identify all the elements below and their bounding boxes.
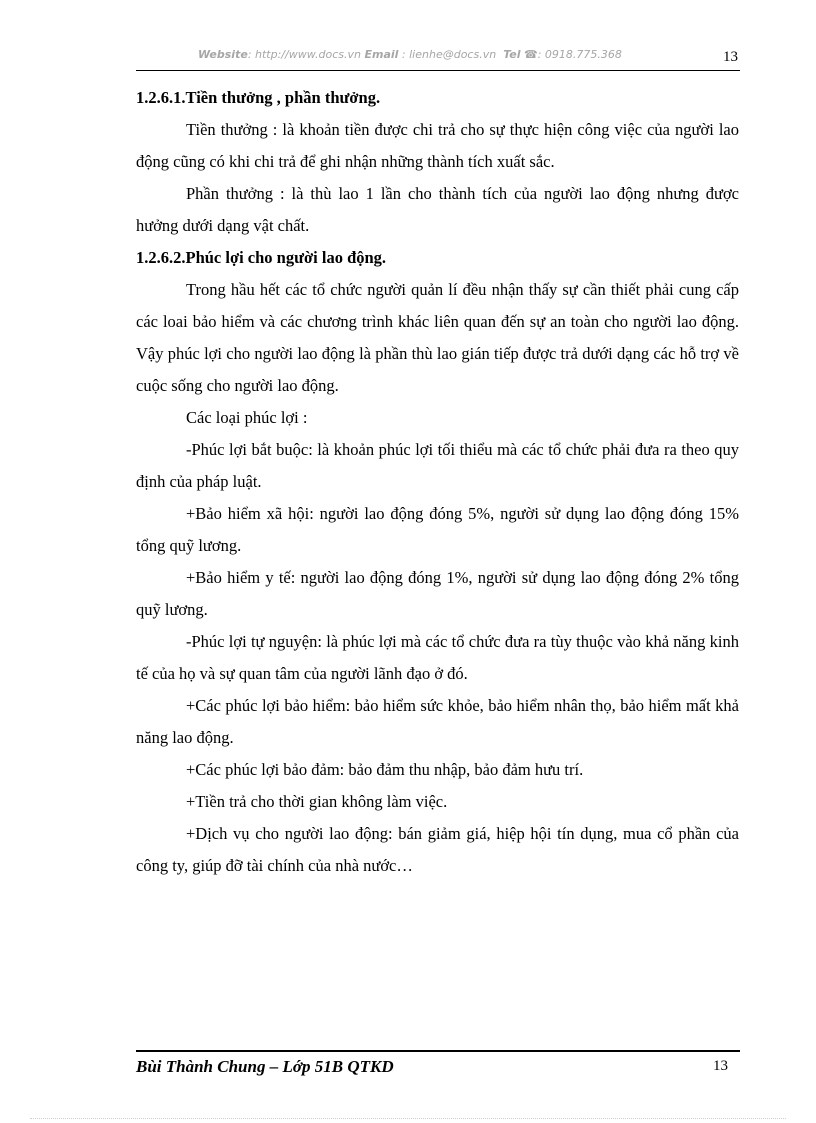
tel-label: Tel [503,48,521,61]
page-footer [136,1050,740,1082]
paragraph: Các loại phúc lợi : [186,408,308,427]
paragraph: +Các phúc lợi bảo hiểm: bảo hiểm sức khỏe, bảo hiểm nhân thọ, bảo hiểm mất khả năng lao động. [136,696,739,747]
paragraph: -Phúc lợi tự nguyện: là phúc lợi mà các tổ chức đưa ra tùy thuộc vào khả năng kinh tế của họ và sự quan tâm của người lãnh đạo ở đó. [136,632,739,683]
page-header [136,44,740,71]
header-page-number: 13 [723,49,738,65]
paragraph: +Bảo hiểm y tế: người lao động đóng 1%, người sử dụng lao động đóng 2% tổng quỹ lương. [136,568,739,619]
website-label: Website [198,48,248,61]
tel-value: : 0918.775.368 [537,48,622,61]
section-heading-1-2-6-1: 1.2.6.1.Tiền thưởng , phần thưởng. [136,88,381,107]
paragraph: Trong hầu hết các tổ chức người quản lí đều nhận thấy sự cần thiết phải cung cấp các loai bảo hiểm và các chương trình khác liên quan đến sự an toàn cho người lao động. Vậy phúc lợi cho người lao động là phần thù lao gián tiếp được trả dưới dạng các hỗ trợ về cuộc sống cho người lao động. [136,280,739,395]
paragraph: +Các phúc lợi bảo đảm: bảo đảm thu nhập, bảo đảm hưu trí. [186,760,584,779]
paragraph: +Dịch vụ cho người lao động: bán giảm giá, hiệp hội tín dụng, mua cổ phần của công ty, giúp đỡ tài chính của nhà nước… [136,824,739,875]
paragraph: +Tiền trả cho thời gian không làm việc. [186,792,448,811]
paragraph: -Phúc lợi bắt buộc: là khoản phúc lợi tối thiểu mà các tổ chức phải đưa ra theo quy định của pháp luật. [136,440,739,491]
paragraph: +Bảo hiểm xã hội: người lao động đóng 5%, người sử dụng lao động đóng 15% tổng quỹ lương. [136,504,739,555]
email-label: Email [364,48,399,61]
email-value: : lienhe@docs.vn [398,48,497,61]
document-body [136,82,739,882]
phone-icon: ☎ [524,48,538,61]
paragraph: Tiền thưởng : là khoản tiền được chi trả cho sự thực hiện công việc của người lao động cũng có khi chi trả để ghi nhận những thành tích xuất sắc. [136,120,739,171]
section-heading-1-2-6-2: 1.2.6.2.Phúc lợi cho người lao động. [136,248,387,267]
header-contact [198,48,622,61]
footer-author: Bùi Thành Chung – Lớp 51B QTKD [136,1057,394,1076]
page-edge-divider [30,1118,786,1119]
footer-page-number: 13 [713,1058,728,1074]
website-value: : http://www.docs.vn [247,48,361,61]
paragraph: Phần thưởng : là thù lao 1 lần cho thành tích của người lao động nhưng được hưởng dưới dạng vật chất. [136,184,739,235]
